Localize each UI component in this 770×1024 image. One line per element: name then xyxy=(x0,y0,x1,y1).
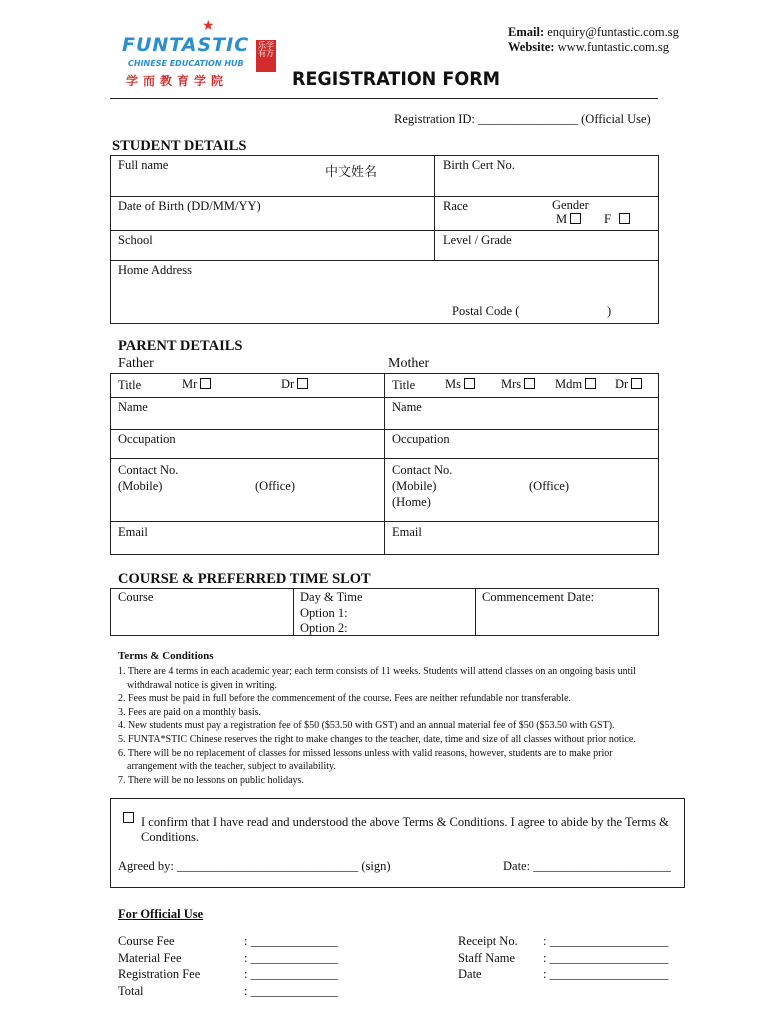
birth-cert-field[interactable]: Birth Cert No. xyxy=(443,158,515,172)
divider xyxy=(110,260,659,261)
father-occupation-field[interactable]: Occupation xyxy=(118,432,176,446)
father-mobile-field[interactable]: (Mobile) xyxy=(118,479,163,493)
checkbox-icon[interactable] xyxy=(570,213,581,224)
mother-occupation-field[interactable]: Occupation xyxy=(392,432,450,446)
father-office-field[interactable]: (Office) xyxy=(255,479,296,493)
gender-label: Gender xyxy=(552,198,589,212)
course-field[interactable]: Course xyxy=(118,590,154,604)
term-item: 5. FUNTA*STIC Chinese reserves the right to make changes to the teacher, date, time and size of all classes without prior notice. xyxy=(118,733,636,745)
ms-label: Ms xyxy=(445,377,461,391)
official-use-title: For Official Use xyxy=(118,907,204,921)
checkbox-icon[interactable] xyxy=(619,213,630,224)
mother-title-label: Title xyxy=(392,378,416,392)
contact-email xyxy=(508,25,679,40)
term-item: 3. Fees are paid on a monthly basis. xyxy=(118,706,262,718)
receipt-no-field[interactable]: : ___________________ xyxy=(543,934,669,948)
father-heading: Father xyxy=(118,356,154,371)
checkbox-icon[interactable] xyxy=(464,378,475,389)
mother-title-dr[interactable] xyxy=(615,377,642,392)
divider xyxy=(110,196,659,197)
postal-code-field[interactable]: Postal Code ( xyxy=(452,304,520,318)
father-contact-label: Contact No. xyxy=(118,463,179,477)
email-value: enquiry@funtastic.com.sg xyxy=(547,25,679,39)
gender-m-option[interactable] xyxy=(556,212,581,227)
father-title-label: Title xyxy=(118,378,142,392)
mother-email-field[interactable]: Email xyxy=(392,525,422,539)
registration-fee-label: Registration Fee xyxy=(118,967,201,981)
option-2-field[interactable]: Option 2: xyxy=(300,621,348,635)
father-title-mr[interactable] xyxy=(182,377,211,392)
gender-f-option[interactable] xyxy=(604,212,630,227)
form-title: REGISTRATION FORM xyxy=(292,68,501,90)
dr-label: Dr xyxy=(615,377,629,391)
email-label: Email: xyxy=(508,25,545,39)
logo-chinese: 学 而 教 育 学 院 xyxy=(126,74,225,88)
home-address-field[interactable]: Home Address xyxy=(118,263,192,277)
chinese-name-field[interactable]: 中文姓名 xyxy=(325,165,378,180)
website-value: www.funtastic.com.sg xyxy=(557,40,669,54)
term-item: 2. Fees must be paid in full before the commencement of the course. Fees are neither refundable nor transferable. xyxy=(118,693,571,705)
header-rule xyxy=(110,98,658,99)
logo-seal: 乐学有方 xyxy=(256,40,276,72)
race-field[interactable]: Race xyxy=(443,199,468,213)
checkbox-icon[interactable] xyxy=(631,378,642,389)
agreed-by-signature[interactable]: Agreed by: _____________________________ (sign) xyxy=(118,859,391,873)
day-time-label: Day & Time xyxy=(300,590,363,604)
commencement-date-field[interactable]: Commencement Date: xyxy=(482,590,595,604)
confirm-text-line1: I confirm that I have read and understood the above Terms & Conditions. I agree to abide by the Terms & xyxy=(141,815,669,829)
father-name-field[interactable]: Name xyxy=(118,400,148,414)
registration-fee-field[interactable]: : ______________ xyxy=(244,967,339,981)
term-item: 7. There will be no lessons on public holidays. xyxy=(118,774,304,786)
contact-website xyxy=(508,40,669,55)
course-fee-field[interactable]: : ______________ xyxy=(244,934,339,948)
website-label: Website: xyxy=(508,40,555,54)
official-date-field[interactable]: : ___________________ xyxy=(543,967,669,981)
material-fee-field[interactable]: : ______________ xyxy=(244,950,339,965)
postal-code-close: ) xyxy=(607,304,612,318)
course-fee-label: Course Fee xyxy=(118,934,175,948)
logo-name: FUNTASTIC xyxy=(122,34,250,56)
full-name-field[interactable]: Full name xyxy=(118,158,169,172)
term-item: 6. There will be no replacement of classes for missed lessons unless with valid reasons, however, students are to make prior xyxy=(118,747,613,759)
mr-label: Mr xyxy=(182,377,198,391)
mother-title-mdm[interactable] xyxy=(555,377,596,392)
mother-name-field[interactable]: Name xyxy=(392,400,422,414)
student-details-title: STUDENT DETAILS xyxy=(112,138,247,154)
total-label: Total xyxy=(118,983,144,998)
divider xyxy=(293,588,294,636)
option-1-field[interactable]: Option 1: xyxy=(300,606,348,620)
term-item: 1. There are 4 terms in each academic year; each term consists of 11 weeks. Students will attend classes on an ongoing basis until xyxy=(118,666,636,677)
logo xyxy=(120,19,280,92)
gender-f-label: F xyxy=(604,212,611,226)
mother-contact-label: Contact No. xyxy=(392,463,453,477)
checkbox-icon[interactable] xyxy=(297,378,308,389)
terms-title: Terms & Conditions xyxy=(118,650,214,662)
staff-name-field[interactable]: : ___________________ xyxy=(543,950,669,965)
mrs-label: Mrs xyxy=(501,377,522,391)
confirm-checkbox[interactable] xyxy=(123,812,134,823)
mother-heading: Mother xyxy=(388,356,430,371)
logo-subtitle: CHINESE EDUCATION HUB xyxy=(128,59,244,68)
checkbox-icon[interactable] xyxy=(524,378,535,389)
total-field[interactable]: : ______________ xyxy=(244,983,339,998)
parent-details-title: PARENT DETAILS xyxy=(118,338,243,354)
material-fee-label: Material Fee xyxy=(118,950,182,965)
mother-home-field[interactable]: (Home) xyxy=(392,495,431,509)
official-date-label: Date xyxy=(458,967,482,981)
father-email-field[interactable]: Email xyxy=(118,525,148,539)
divider xyxy=(475,588,476,636)
confirm-date-field[interactable]: Date: ______________________ xyxy=(503,859,671,873)
terms-list xyxy=(118,665,636,787)
official-left-labels xyxy=(118,933,200,999)
father-title-dr[interactable] xyxy=(281,377,308,392)
dob-field[interactable]: Date of Birth (DD/MM/YY) xyxy=(118,199,261,213)
divider xyxy=(110,230,659,231)
gender-m-label: M xyxy=(556,212,568,226)
term-item: arrangement with the teacher, subject to availability. xyxy=(127,761,336,773)
official-left-values xyxy=(244,933,338,999)
checkbox-icon[interactable] xyxy=(200,378,211,389)
receipt-no-label: Receipt No. xyxy=(458,934,518,948)
staff-name-label: Staff Name xyxy=(458,950,516,965)
dr-label: Dr xyxy=(281,377,295,391)
mother-office-field[interactable]: (Office) xyxy=(529,479,570,493)
star-icon: ★ xyxy=(202,19,215,34)
mother-mobile-field[interactable]: (Mobile) xyxy=(392,479,437,493)
divider xyxy=(384,373,385,555)
term-item: 4. New students must pay a registration fee of $50 ($53.50 with GST) and an annual material fee of $50 ($53.50 with GST). xyxy=(118,720,615,732)
mother-title-ms[interactable] xyxy=(445,377,475,392)
term-item: withdrawal notice is given in writing. xyxy=(127,679,277,691)
checkbox-icon[interactable] xyxy=(585,378,596,389)
student-details-table xyxy=(110,155,659,324)
registration-id: Registration ID: ________________ (Official Use) xyxy=(394,112,651,126)
confirm-text-line2: Conditions. xyxy=(141,830,199,844)
mdm-label: Mdm xyxy=(555,377,583,391)
official-right-values xyxy=(543,933,668,983)
school-field[interactable]: School xyxy=(118,233,153,247)
mother-title-mrs[interactable] xyxy=(501,377,535,392)
official-right-labels xyxy=(458,933,518,983)
course-title: COURSE & PREFERRED TIME SLOT xyxy=(118,571,371,587)
divider xyxy=(434,155,435,260)
level-field[interactable]: Level / Grade xyxy=(443,233,512,247)
